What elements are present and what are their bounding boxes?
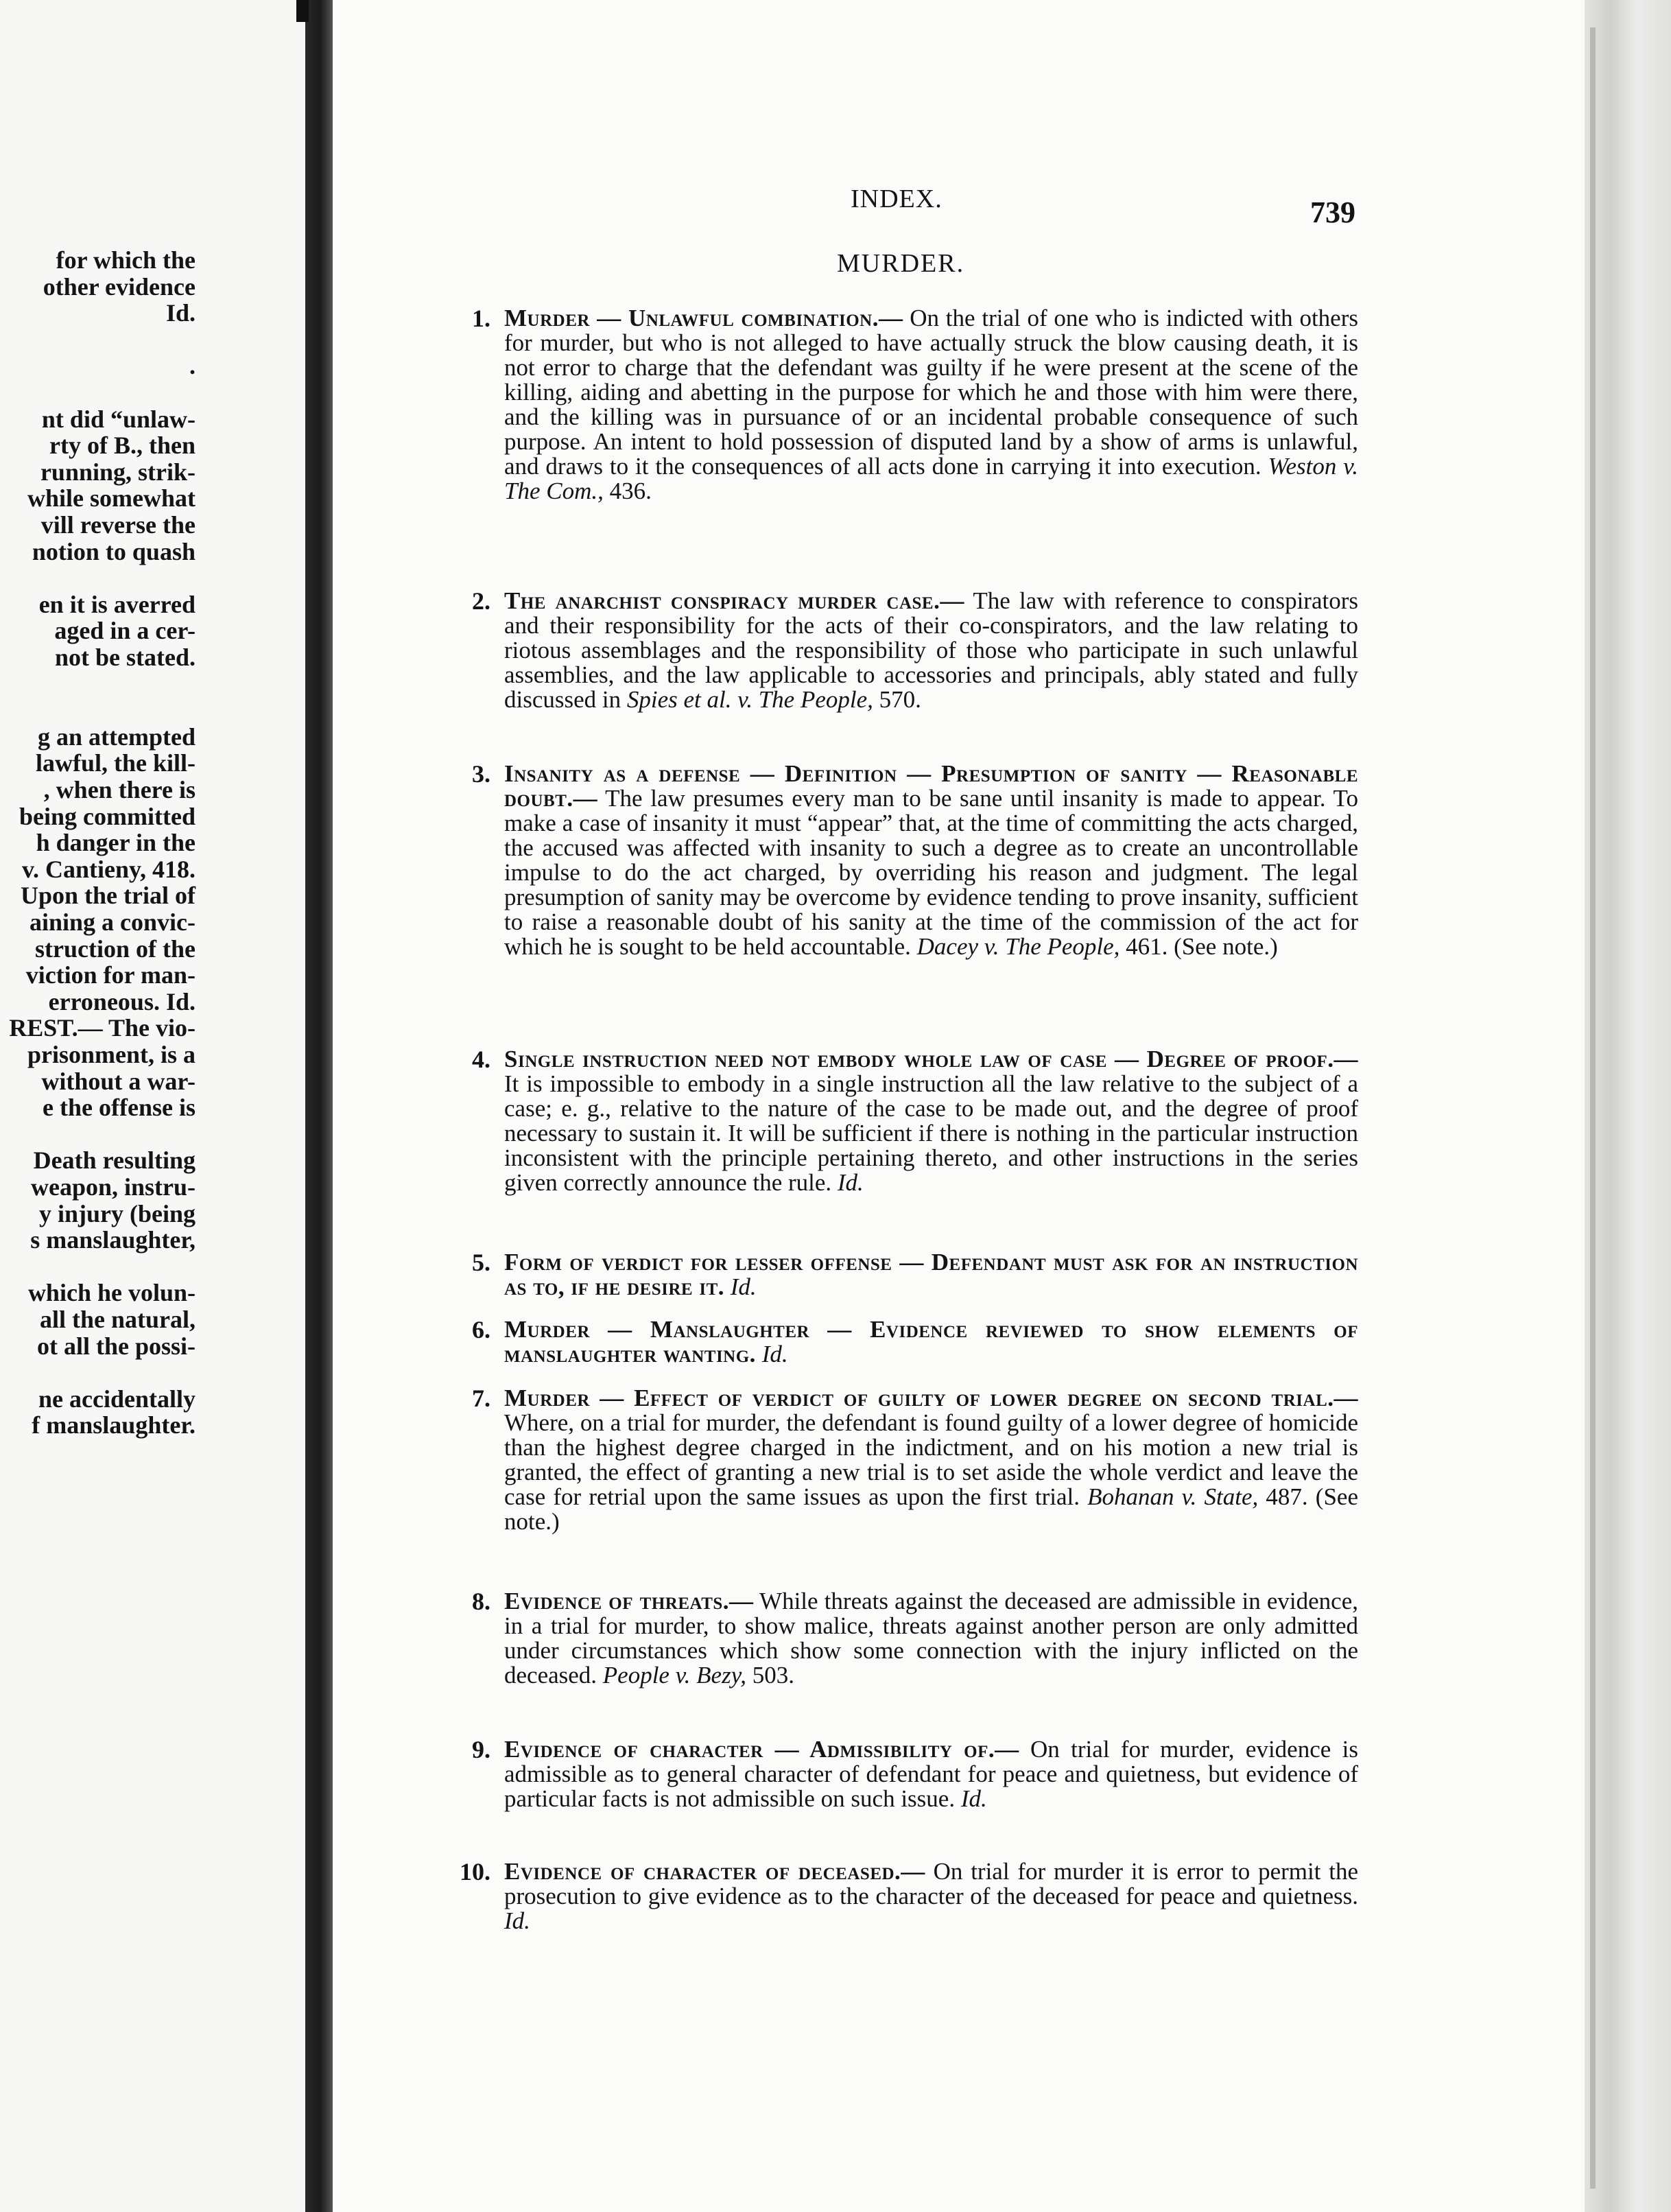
entry-page-ref: 461. (See note.) [1119,933,1278,960]
entry-text [756,1341,762,1367]
left-page-line: h danger in the [36,829,195,857]
left-page-line: Death resulting [33,1146,195,1175]
left-page-line: , when there is [43,776,195,803]
entry-citation: Id. [730,1273,757,1300]
section-title: MURDER. [837,249,965,278]
left-page-line: g an attempted [38,722,195,751]
entry-page-ref: 487. (See note.) [504,1483,1358,1535]
left-page-line: ot all the possi- [36,1332,195,1360]
left-page-line: prisonment, is a [27,1041,195,1068]
left-page-line: notion to quash [32,537,195,565]
entry-text: While threats against the deceased are admissible in evidence, in a trial for murder, to show malice, threats against another person are only admitted under circumstances which show some connection with the injury inflicted on the deceased. [504,1588,1358,1689]
entry-heading: Murder — Effect of verdict of guilty of lower degree on second trial.— [504,1385,1358,1411]
index-entry [472,760,1358,960]
entry-citation: Dacey v. The People, [916,933,1120,960]
entry-number: 8. [472,1588,490,1615]
left-facing-page [0,0,305,2212]
entry-page-ref: 436. [603,478,652,504]
left-page-line: nt did “unlaw- [41,405,195,433]
entry-number: 7. [472,1385,490,1412]
left-page-line: REST.— The vio- [9,1014,195,1042]
book-gutter [305,0,333,2212]
entry-text: It is impossible to embody in a single instruction all the law relative to the subject of a case; e. g., relative to the nature of the case to be made out, and the degree of proof necessary to sustain it. It will be sufficient if there is nothing in the particular instruction inconsistent with the principle pertaining thereto, and other instructions in the series given correctly announce the rule. [504,1070,1358,1196]
entry-number: 3. [472,760,490,788]
entry-page-ref: 503. [746,1662,795,1689]
entry-citation: Id. [960,1785,987,1812]
entry-text: Where, on a trial for murder, the defendant is found guilty of a lower degree of homicide than the highest degree charged in the indictment, and on his motion a new trial is granted, the effect of granting a new trial is to set aside the whole verdict and leave the case for retrial upon the same issues as upon the first trial. [504,1409,1358,1510]
entry-heading: Murder — Manslaughter — Evidence reviewed to show elements of manslaughter wanting. [504,1316,1358,1367]
entry-heading: Evidence of threats.— [504,1588,754,1614]
left-page-line: not be stated. [55,644,195,671]
left-page-line: for which the [56,246,195,274]
entry-number: 2. [472,587,490,615]
left-page-line: . [189,352,195,380]
entry-text: On the trial of one who is indicted with others for murder, but who is not alleged to have actually struck the blow causing death, it is not error to charge that the defendant was guilty if he were present at the scene of the killing, aiding and abetting in the purpose for which he and those with him were there, and the killing was in pursuance of or an incidental probable consequence of such purpose. An intent to hold possession of disputed land by a show of arms is unlawful, and draws to it the consequences of all acts done in carrying it into execution. [504,305,1358,480]
left-page-line: vill reverse the [40,511,195,539]
left-page-line: aged in a cer- [54,617,195,645]
entry-citation: Bohanan v. State, [1087,1483,1259,1510]
left-page-line: lawful, the kill- [35,749,195,777]
left-page-line: without a war- [41,1067,195,1095]
entry-number: 10. [460,1858,490,1885]
left-page-line: f manslaughter. [32,1411,195,1439]
left-page-line: Upon the trial of [21,882,195,910]
entry-citation: Weston v. The Com., [504,453,1358,504]
left-page-line: v. Cantieny, 418. [21,855,195,883]
index-entry [472,1736,1358,1812]
left-page-line: being committed [19,802,195,830]
entry-citation: Id. [837,1169,864,1196]
entry-heading: The anarchist conspiracy murder case.— [504,587,964,614]
entry-citation: People v. Bezy, [602,1662,747,1689]
left-page-line: rty of B., then [49,432,195,460]
entry-number: 4. [472,1046,490,1073]
entry-citation: Id. [761,1341,788,1367]
entry-text: On trial for murder, evidence is admissible as to general character of defendant for peace and quietness, but evidence of particular facts is not admissible on such issue. [504,1736,1358,1812]
left-page-line: all the natural, [39,1306,195,1333]
running-header: INDEX. [851,185,943,213]
left-page-line: y injury (being [38,1199,195,1227]
left-page-line: other evidence [43,272,195,301]
index-entry [460,1858,1358,1934]
entry-number: 1. [472,305,490,332]
left-page-line: erroneous. Id. [48,987,195,1015]
entry-text: The law with reference to conspirators and their responsibility for the acts of their co-conspirators, and the law relating to riotous assemblages and the responsibility of those who participate in such unlawful assemblies, and the law applicable to accessories and principals, ably stated and fully discussed in [504,587,1358,713]
entry-number: 6. [472,1316,490,1343]
page-number: 739 [1310,196,1355,229]
entry-heading: Evidence of character — Admissibility of.— [504,1736,1019,1763]
left-page-line: which he volun- [27,1279,195,1307]
entry-heading: Evidence of character of deceased.— [504,1858,925,1885]
page-edge [1585,0,1671,2212]
index-entry [472,1385,1358,1535]
entry-heading: Insanity as a defense — Definition — Presumption of sanity — Reasonable doubt.— [504,760,1358,812]
left-page-line: while somewhat [27,484,195,513]
left-page-line: en it is averred [38,590,195,618]
index-entry [472,1316,1358,1367]
entry-page-ref: 570. [873,686,921,713]
left-page-line: running, strik- [40,458,195,486]
entry-text: The law presumes every man to be sane until insanity is made to appear. To make a case of insanity it must “appear” that, at the time of committing the acts charged, the accused was affected with insanity to such a degree as to create an uncontrollable impulse to do the act charged, by overriding his reason and judgment. The legal presumption of sanity may be overcome by evidence tending to prove insanity, sufficient to raise a reasonable doubt of his sanity at the time of the commission of the act for which he is sought to be held accountable. [504,785,1358,960]
left-page-line: aining a convic- [29,908,195,936]
entry-number: 5. [472,1249,490,1276]
entry-heading: Single instruction need not embody whole law of case — Degree of proof.— [504,1046,1358,1072]
left-page-line: struction of the [35,934,195,963]
entry-citation: Spies et al. v. The People, [626,686,873,713]
entry-heading: Murder — Unlawful combination.— [504,305,903,331]
index-entry [472,1046,1358,1196]
entry-text: On trial for murder it is error to permit the prosecution to give evidence as to the character of the deceased for peace and quietness. [504,1858,1358,1909]
index-entry [472,587,1358,713]
index-entry [472,305,1358,504]
left-page-line: Id. [165,299,195,327]
page-edge-line [1590,27,1596,2189]
left-page-line: e the offense is [43,1094,195,1122]
gutter-shadow [296,0,309,22]
entry-number: 9. [472,1736,490,1763]
index-entry [472,1249,1358,1300]
entry-heading: Form of verdict for lesser offense — Defendant must ask for an instruction as to, if he desire it. [504,1249,1358,1300]
entry-text [724,1273,731,1300]
left-page-line: weapon, instru- [30,1173,195,1201]
left-page-line: ne accidentally [38,1385,195,1413]
left-page-line: s manslaughter, [30,1226,195,1254]
index-entry [472,1588,1358,1689]
entry-citation: Id. [504,1907,530,1934]
left-page-line: viction for man- [25,961,195,989]
